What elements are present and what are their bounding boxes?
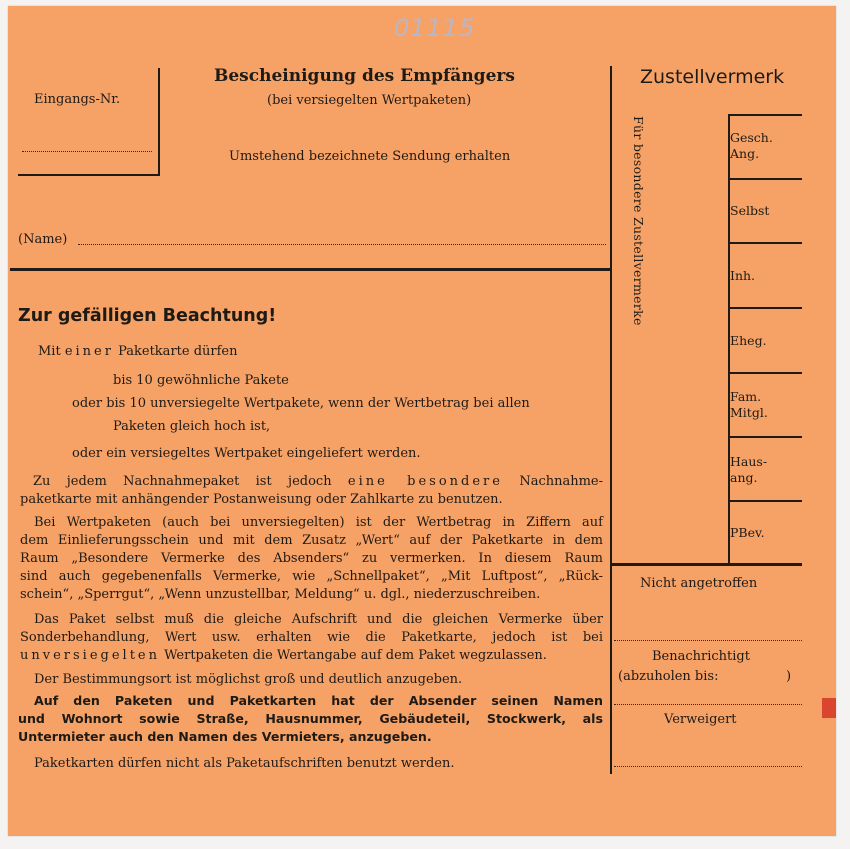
paragraph-package-1: Das Paket selbst muß die gleiche Aufschrift und die gleichen Vermerke über: [34, 612, 603, 627]
cell-inh: Inh.: [730, 268, 756, 283]
rule-line-3: Paketen gleich hoch ist,: [113, 419, 271, 434]
pickup-close: ): [786, 669, 792, 684]
paragraph-sender-3: Untermieter auch den Namen des Vermieters, anzugeben.: [18, 729, 432, 744]
not-found-field[interactable]: [614, 640, 802, 641]
delivery-title: Zustellvermerk: [640, 66, 785, 88]
paragraph-value-3: Raum „Besondere Vermerke des Absenders“ zu vermerken. In diesem Raum: [20, 551, 603, 566]
name-field[interactable]: [78, 244, 606, 245]
cell-pbev: PBev.: [730, 525, 765, 540]
refused-field[interactable]: [614, 766, 802, 767]
paragraph-value-5: schein“, „Sperrgut“, „Wenn unzustellbar, Meldung“ u. dgl., niederzuschreiben.: [20, 587, 541, 602]
paragraph-final: Paketkarten dürfen nicht als Paketaufschriften benutzt werden.: [34, 756, 455, 771]
refused-label: Verweigert: [664, 712, 737, 727]
paragraph-cod: Zu jedem Nachnahmepaket ist jedoch eine besondere Nachnahme-: [33, 474, 604, 489]
pickup-field[interactable]: [614, 704, 802, 705]
paragraph-sender-1: Auf den Paketen und Paketkarten hat der Absender seinen Namen: [34, 693, 603, 708]
special-notes-label: Für besondere Zustellvermerke: [631, 116, 646, 326]
rule-line-2: oder bis 10 unversiegelte Wertpakete, wenn der Wertbetrag bei allen: [72, 396, 530, 411]
cell-fam-mitgl: Fam. Mitgl.: [730, 389, 768, 420]
name-label: (Name): [18, 232, 68, 247]
received-text: Umstehend bezeichnete Sendung erhalten: [229, 149, 511, 164]
notice-heading: Zur gefälligen Beachtung!: [18, 306, 277, 326]
paragraph-package-3: unversiegelten Wertpaketen die Wertangabe auf dem Paket wegzulassen.: [20, 648, 547, 663]
parcel-card: [8, 6, 836, 836]
eingangs-label: Eingangs-Nr.: [34, 92, 121, 107]
notified-label: Benachrichtigt: [652, 649, 750, 664]
intro-line: Mit einer Paketkarte dürfen: [38, 344, 238, 359]
section-divider: [10, 268, 610, 271]
grid-bottom-line: [612, 563, 802, 566]
cell-selbst: Selbst: [730, 203, 770, 218]
cell-gesch-ang: Gesch. Ang.: [730, 130, 773, 161]
paragraph-package-2: Sonderbehandlung, Wert usw. erhalten wie die Paketkarte, jedoch ist bei: [20, 630, 603, 645]
red-tab: [822, 698, 836, 718]
rule-line-4: oder ein versiegeltes Wertpaket eingeliefert werden.: [72, 446, 421, 461]
pickup-label: (abzuholen bis:: [618, 669, 719, 684]
certificate-title: Bescheinigung des Empfängers: [214, 66, 515, 86]
paragraph-sender-2: und Wohnort sowie Straße, Hausnummer, Gebäudeteil, Stockwerk, als: [18, 711, 603, 726]
column-divider: [610, 66, 612, 774]
paragraph-value-2: dem Einlieferungsschein und mit dem Zusatz „Wert“ auf der Paketkarte in dem: [20, 533, 603, 548]
paragraph-value-1: Bei Wertpaketen (auch bei unversiegelten) ist der Wertbetrag in Ziffern auf: [34, 515, 603, 530]
rule-line-1: bis 10 gewöhnliche Pakete: [113, 373, 289, 388]
eingangs-field[interactable]: [22, 151, 152, 152]
paragraph-destination: Der Bestimmungsort ist möglichst groß und deutlich anzugeben.: [34, 672, 463, 687]
handwritten-number: 01115: [394, 14, 476, 42]
cell-eheg: Eheg.: [730, 333, 767, 348]
paragraph-cod-line2: paketkarte mit anhängender Postanweisung oder Zahlkarte zu benutzen.: [20, 492, 503, 507]
paragraph-value-4: sind auch gegebenenfalls Vermerke, wie „Schnellpaket“, „Mit Luftpost“, „Rück-: [20, 569, 603, 584]
certificate-subtitle: (bei versiegelten Wertpaketen): [267, 93, 472, 108]
not-found-label: Nicht angetroffen: [640, 576, 758, 591]
cell-haus-ang: Haus- ang.: [730, 454, 768, 485]
